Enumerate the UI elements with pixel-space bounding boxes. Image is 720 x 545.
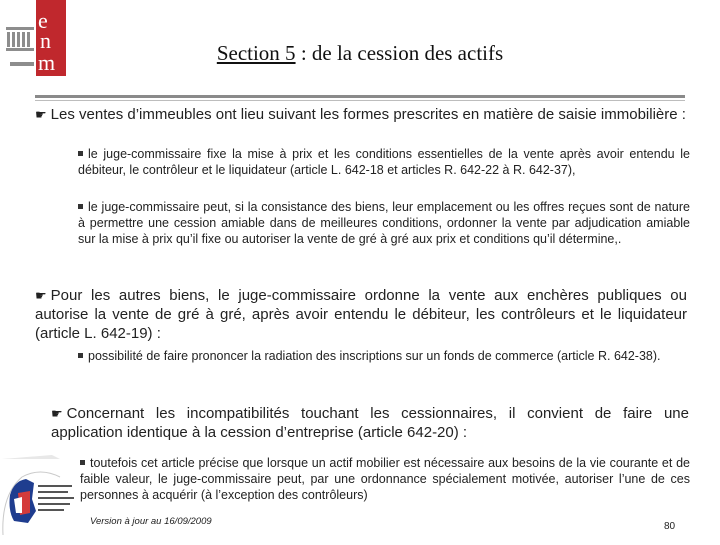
- bullet-item-3: [51, 404, 689, 442]
- sub-item-3-1: [80, 455, 690, 503]
- sub-item-2-1-text: possibilité de faire prononcer la radiation des inscriptions sur un fonds de commerce (article R. 642-38).: [88, 349, 661, 363]
- svg-text:n: n: [40, 28, 51, 53]
- pointing-hand-icon: ☛: [35, 288, 47, 303]
- sub-item-3-1-text: toutefois cet article précise que lorsque un actif mobilier est nécessaire aux besoins de la vie courante et de faible valeur, le juge-commissaire peut, par une ordonnance spécialement motivée, autoriser l’une de ces personnes à acquérir (à l’exception des contrôleurs): [80, 456, 690, 502]
- page-number: 80: [664, 521, 676, 532]
- square-bullet-icon: [78, 204, 83, 209]
- bullet-item-2-text: Pour les autres biens, le juge-commissaire ordonne la vente aux enchères publiques ou autorise la vente de gré à gré, après avoir entendu le débiteur, les contrôleurs et le liquidateur (article L. 642-19) :: [35, 287, 687, 342]
- square-bullet-icon: [78, 151, 83, 156]
- sub-item-1-1: [78, 146, 690, 178]
- sub-item-2-1: [78, 348, 690, 364]
- sub-item-1-2: [78, 199, 690, 247]
- title-divider-thin: [35, 100, 685, 101]
- bullet-item-1: [35, 105, 687, 124]
- pointing-hand-icon: ☛: [51, 406, 63, 421]
- sub-item-1-1-text: le juge-commissaire fixe la mise à prix et les conditions essentielles de la vente après avoir entendu le débiteur, le contrôleur et le liquidateur (article L. 642-18 et articles R. 642-22 à R. 642-37),: [78, 147, 690, 177]
- slide-title: [0, 41, 720, 66]
- bullet-item-3-text: Concernant les incompatibilités touchant les cessionnaires, il convient de faire une application identique à la cession d’entreprise (article 642-20) :: [51, 405, 689, 441]
- svg-text:e: e: [38, 8, 48, 33]
- sub-item-1-2-text: le juge-commissaire peut, si la consistance des biens, leur emplacement ou les offres reçues sont de nature à permettre une cession amiable dans de meilleures conditions, ordonner la vente par adjudication amiable sur la mise à prix qu’il fixe ou autoriser la vente de gré à gré aux prix et conditions qu’il détermine,.: [78, 200, 690, 246]
- ministry-logo: [0, 455, 84, 540]
- title-text: : de la cession des actifs: [295, 41, 504, 65]
- bullet-item-1-text: Les ventes d’immeubles ont lieu suivant les formes prescrites en matière de saisie immobilière :: [50, 106, 686, 123]
- pointing-hand-icon: ☛: [35, 107, 47, 122]
- title-section: Section 5: [216, 41, 296, 65]
- title-divider: [35, 95, 685, 98]
- bullet-item-2: [35, 286, 687, 343]
- square-bullet-icon: [78, 353, 83, 358]
- svg-text:m: m: [38, 50, 56, 75]
- version-note: Version à jour au 16/09/2009: [90, 516, 212, 527]
